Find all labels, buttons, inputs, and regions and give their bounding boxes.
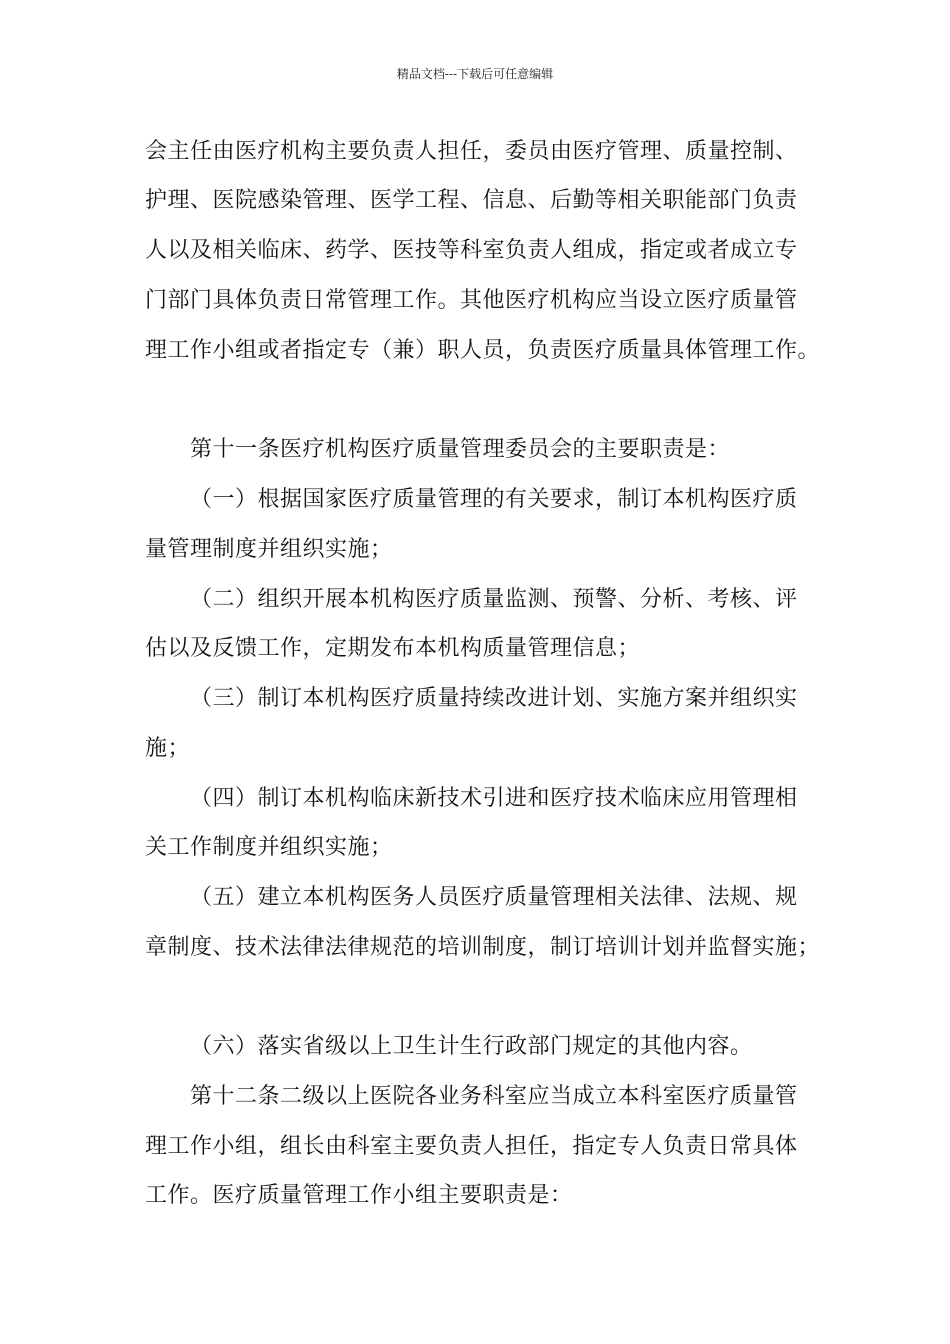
body-line: 会主任由医疗机构主要负责人担任，委员由医疗管理、质量控制、 — [145, 139, 798, 164]
body-line: 施； — [145, 736, 191, 761]
body-line: （一）根据国家医疗质量管理的有关要求，制订本机构医疗质 — [190, 487, 798, 512]
body-line: （四）制订本机构临床新技术引进和医疗技术临床应用管理相 — [190, 786, 798, 811]
body-line: 人以及相关临床、药学、医技等科室负责人组成，指定或者成立专 — [145, 238, 798, 263]
body-line: 章制度、技术法律法律规范的培训制度，制订培训计划并监督实施； — [145, 935, 821, 960]
body-line: 量管理制度并组织实施； — [145, 537, 393, 562]
body-line: （三）制订本机构医疗质量持续改进计划、实施方案并组织实 — [190, 686, 798, 711]
body-line: 工作。医疗质量管理工作小组主要职责是： — [145, 1183, 573, 1208]
body-line: （二）组织开展本机构医疗质量监测、预警、分析、考核、评 — [190, 587, 798, 612]
body-line: （六）落实省级以上卫生计生行政部门规定的其他内容。 — [190, 1034, 753, 1059]
body-line: 护理、医院感染管理、医学工程、信息、后勤等相关职能部门负责 — [145, 188, 798, 213]
body-line: 门部门具体负责日常管理工作。其他医疗机构应当设立医疗质量管 — [145, 288, 798, 313]
page-header: 精品文档---下载后可任意编辑 — [396, 67, 554, 81]
article-12-heading: 第十二条二级以上医院各业务科室应当成立本科室医疗质量管 — [190, 1084, 798, 1109]
body-line: 理工作小组或者指定专（兼）职人员，负责医疗质量具体管理工作。 — [145, 338, 821, 363]
article-11-heading: 第十一条医疗机构医疗质量管理委员会的主要职责是： — [190, 437, 731, 462]
body-line: 关工作制度并组织实施； — [145, 835, 393, 860]
body-line: 估以及反馈工作，定期发布本机构质量管理信息； — [145, 636, 641, 661]
body-line: （五）建立本机构医务人员医疗质量管理相关法律、法规、规 — [190, 885, 798, 910]
body-line: 理工作小组，组长由科室主要负责人担任，指定专人负责日常具体 — [145, 1134, 798, 1159]
